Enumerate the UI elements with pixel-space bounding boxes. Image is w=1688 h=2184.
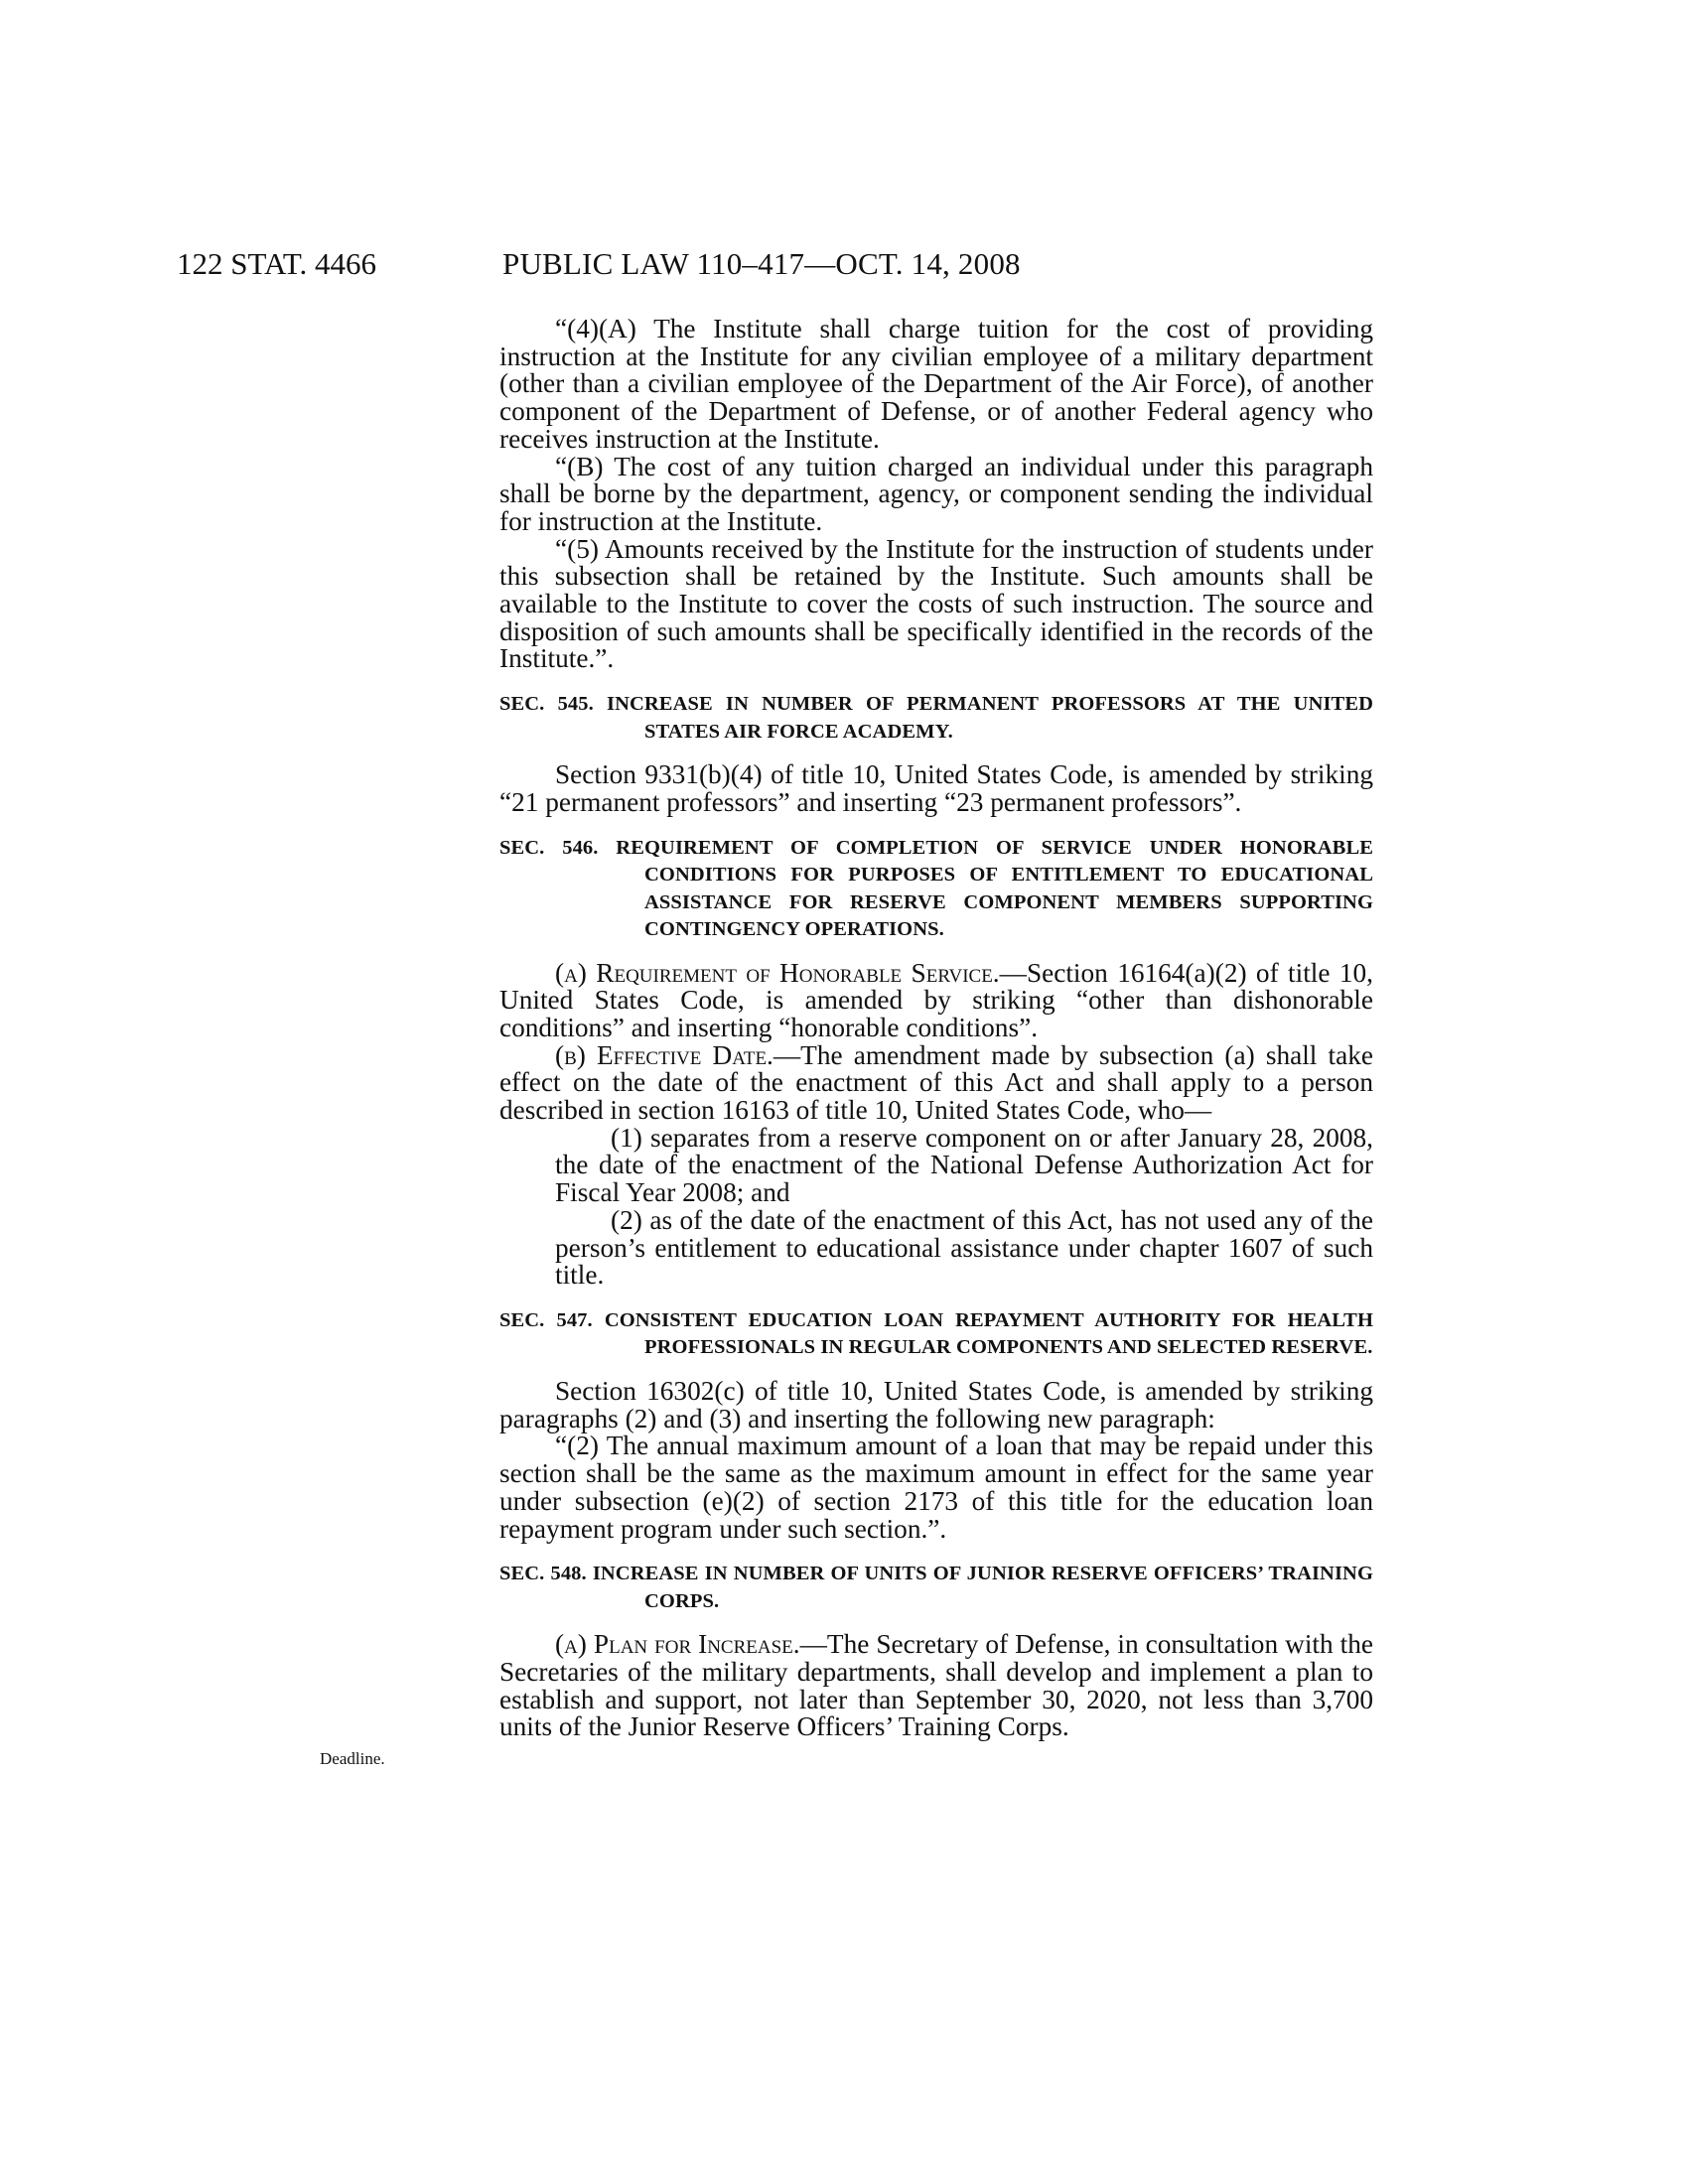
section-546-item-1: (1) separates from a reserve component on or after January 28, 2008, the date of the enactment of the National Defense Authorization Act for Fiscal Year 2008; and (555, 1122, 1373, 1208)
section-548-heading: SEC. 548. INCREASE IN NUMBER OF UNITS OF JUNIOR RESERVE OFFICERS’ TRAINING CORPS. (499, 1563, 1373, 1612)
section-546-item-2: (2) as of the date of the enactment of this Act, has not used any of the person’s entitlement to educational assistance under chapter 1607 of such title. (555, 1204, 1373, 1291)
section-547-heading: SEC. 547. CONSISTENT EDUCATION LOAN REPAYMENT AUTHORITY FOR HEALTH PROFESSIONALS IN REGULAR COMPONENTS AND SELECTED RESERVE. (499, 1308, 1373, 1359)
section-545-heading: SEC. 545. INCREASE IN NUMBER OF PERMANENT PROFESSORS AT THE UNITED STATES AIR FORCE ACADEMY. (499, 693, 1373, 743)
subsection-a-text: —Section 16164(a)(2) of title 10, United States Code, is amended by striking “other than dishonorable conditions” and inserting “honorable conditions”. (499, 957, 1374, 1042)
subsection-b-label: (b) Effective Date. (555, 1039, 774, 1070)
section-547-text: Section 16302(c) of title 10, United States Code, is amended by striking paragraphs (2) and (3) and inserting the following new paragraph: (499, 1375, 1373, 1433)
section-546-subsection-b (499, 1039, 1373, 1126)
margin-note-deadline: Deadline. (320, 1749, 385, 1768)
section-545-text: Section 9331(b)(4) of title 10, United States Code, is amended by striking “21 permanent professors” and inserting “23 permanent professors”. (499, 759, 1373, 817)
section-546-heading: SEC. 546. REQUIREMENT OF COMPLETION OF SERVICE UNDER HONORABLE CONDITIONS FOR PURPOSES OF ENTITLEMENT TO EDUCATIONAL ASSISTANCE FOR RESERVE COMPONENT MEMBERS SUPPORTING CONTINGENCY OPERATIONS. (499, 836, 1373, 941)
page-header (177, 246, 1368, 286)
section-546-subsection-a (499, 957, 1374, 1042)
subsection-a-text: —The Secretary of Defense, in consultation with the Secretaries of the military departments, shall develop and implement a plan to establish and support, not later than September 30, 2020, not less than 3,700 units of the Junior Reserve Officers’ Training Corps. (499, 1629, 1373, 1742)
paragraph-4a: “(4)(A) The Institute shall charge tuition for the cost of providing instruction at the Institute for any civilian employee of a military department (other than a civilian employee of the Department of the Air Force), of another component of the Department of Defense, or of another Federal agency who receives instruction at the Institute. (499, 314, 1373, 454)
paragraph-5: “(5) Amounts received by the Institute for the instruction of students under this subsection shall be retained by the Institute. Such amounts shall be available to the Institute to cover the costs of such instruction. The source and disposition of such amounts shall be specifically identified in the records of the Institute.”. (499, 533, 1373, 674)
statute-page-number: 122 STAT. 4466 (177, 246, 377, 281)
subsection-b-text: —The amendment made by subsection (a) shall take effect on the date of the enactment of this Act and shall apply to a person described in section 16163 of title 10, United States Code, who— (499, 1039, 1373, 1126)
section-547-quoted-paragraph: “(2) The annual maximum amount of a loan that may be repaid under this section shall be the same as the maximum amount in effect for the same year under subsection (e)(2) of section 2173 of this title for the education loan repayment program under such section.”. (499, 1431, 1373, 1544)
public-law-citation: PUBLIC LAW 110–417—OCT. 14, 2008 (502, 246, 1021, 281)
subsection-a-label: (a) Plan for Increase. (555, 1629, 800, 1660)
subsection-a-label: (a) Requirement of Honorable Service. (555, 957, 1000, 988)
document-body (499, 316, 1373, 1741)
paragraph-4b: “(B) The cost of any tuition charged an individual under this paragraph shall be borne by the department, agency, or component sending the individual for instruction at the Institute. (499, 451, 1373, 536)
section-548-subsection-a (499, 1631, 1373, 1741)
